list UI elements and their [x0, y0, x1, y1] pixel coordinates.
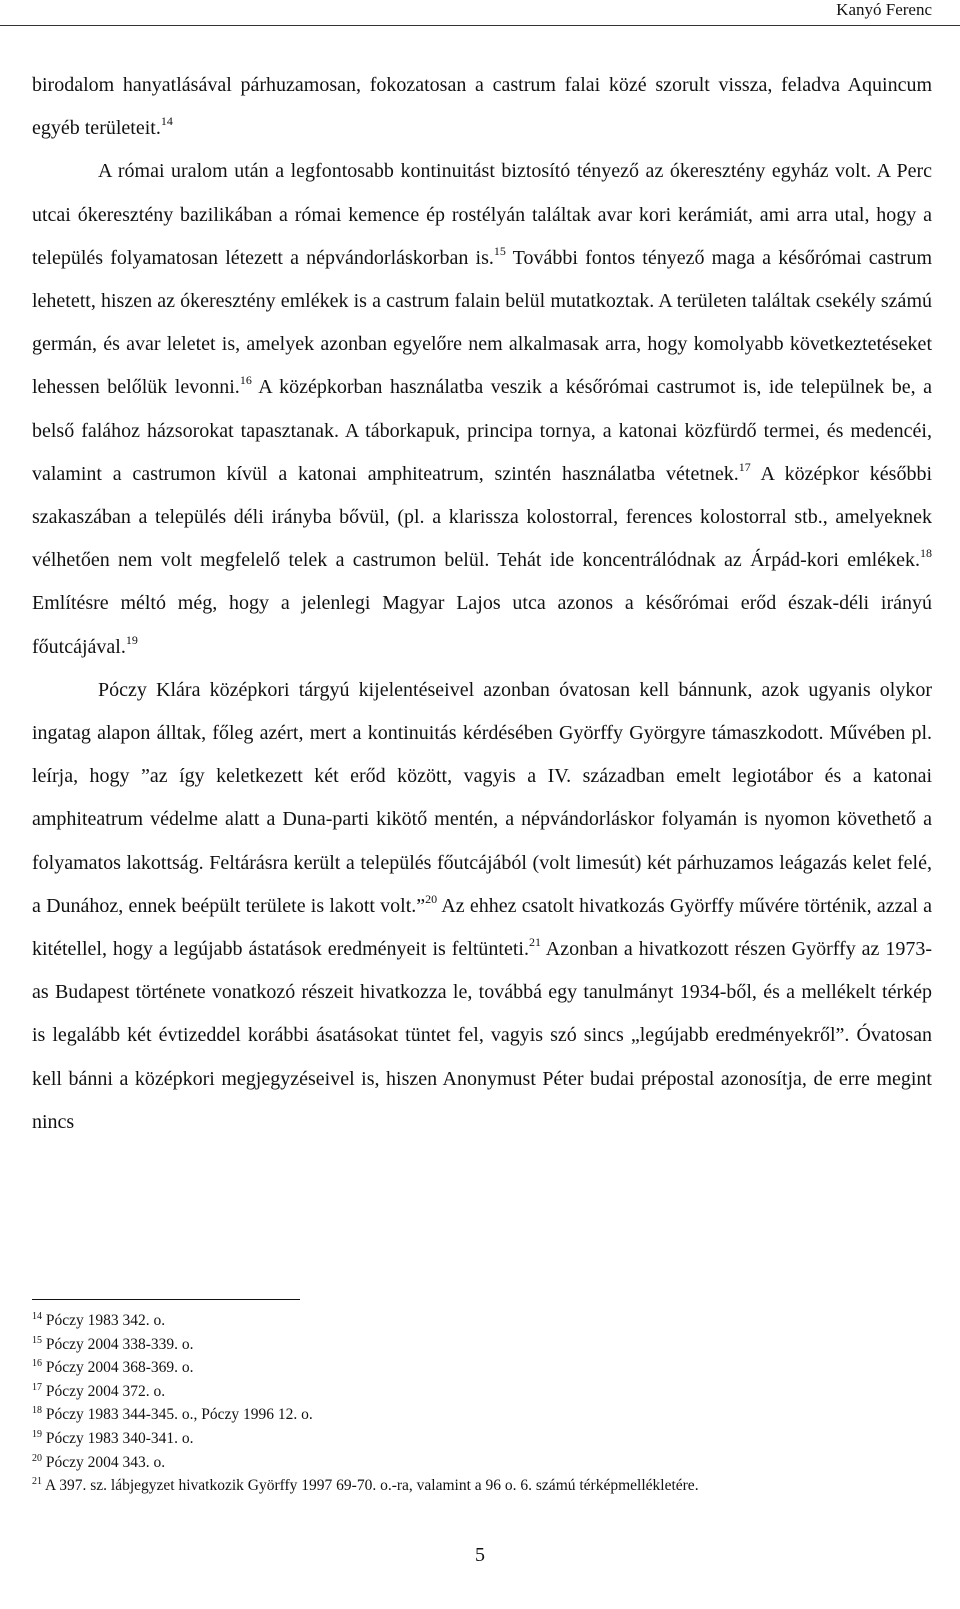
page-header	[0, 0, 960, 22]
footnote	[32, 1333, 932, 1357]
footnote	[32, 1474, 932, 1498]
footnote-ref[interactable]: 14	[160, 114, 173, 129]
footnote-text: Póczy 2004 372. o.	[45, 1382, 166, 1400]
footnote	[32, 1403, 932, 1427]
footnote-text: Póczy 2004 338-339. o.	[45, 1335, 194, 1353]
paragraph-text: Póczy Klára középkori tárgyú kijelentéseivel azonban óvatosan kell bánnunk, azok ugyanis olykor ingatag alapon álltak, főleg azért, mert a kontinuitás kérdésében Györffy Györgyre támaszkodott. Művében pl. leírja, hogy ”az így keletkezett két erőd között, vagyis a IV. században emelt legiotábor és a katonai amphiteatrum védelme alatt a Duna-parti kikötő mentén, a népvándorláskor folyamán is nyomon követhető a folyamatos lakottság. Feltárásra került a település főutcájából (volt limesút) két párhuzamos leágazás kelet felé, a Dunához, ennek beépült területe is lakott volt.”	[32, 678, 932, 917]
paragraph-text: Azonban a hivatkozott részen Györffy az 1973-as Budapest története vonatkozó részeit hivatkozza le, továbbá egy tanulmányt 1934-ből, és a mellékelt térkép is legalább két évtizeddel korábbi ásatásokat tüntet fel, vagyis szó sincs „legújabb eredményekről”. Óvatosan kell bánni a középkori megjegyzéseivel is, hiszen Anonymust Péter budai prépostal azonosítja, de erre megint nincs	[32, 938, 932, 1133]
footnote-ref[interactable]: 20	[425, 891, 438, 906]
footnote-number: 17	[32, 1381, 42, 1393]
paragraph-text: Az ehhez csatolt hivatkozás Györffy művére történik, azzal a kitétellel, hogy a legújabb ástatások eredményeit is feltünteti.	[32, 894, 932, 961]
footnote-number: 20	[32, 1452, 42, 1464]
paragraph	[32, 669, 932, 1144]
paragraph-text: A római uralom után a legfontosabb kontinuitást biztosító tényező az ókeresztény egyház volt. A Perc utcai ókeresztény bazilikában a római kemence ép rostélyán találtak avar kori kerámiát, ami arra utal, hogy a település folyamatosan létezett a népvándorláskorban is.	[32, 160, 932, 269]
page-number: 5	[475, 1544, 485, 1566]
paragraph-text: A középkorban használatba veszik a későrómai castrumot is, ide települnek be, a belső falához házsorokat tapasztanak. A táborkapuk, principa tornya, a katonai közfürdő termei, és medencéi, valamint a castrumon kívül a katonai amphiteatrum, szintén használatba vétetnek.	[32, 376, 932, 485]
footnote-ref[interactable]: 16	[239, 373, 252, 388]
footnote-number: 14	[32, 1311, 42, 1322]
footnote	[32, 1380, 932, 1404]
footnotes	[32, 1309, 932, 1498]
footnote-divider	[32, 1299, 300, 1300]
footnote-number: 21	[32, 1476, 42, 1488]
footnote	[32, 1427, 932, 1451]
paragraph-text: Említésre méltó még, hogy a jelenlegi Magyar Lajos utca azonos a későrómai erőd észak-déli irányú főutcájával.	[32, 592, 932, 658]
footnote-text: Póczy 2004 343. o.	[45, 1453, 166, 1471]
footnote-text: Póczy 1983 342. o.	[45, 1312, 166, 1329]
footnote	[32, 1356, 932, 1380]
footnote-text: A 397. sz. lábjegyzet hivatkozik Györffy 1997 69-70. o.-ra, valamint a 96 o. 6. számú térképmellékletére.	[45, 1477, 699, 1495]
header-author: Kanyó Ferenc	[836, 0, 932, 19]
paragraph	[32, 64, 932, 150]
footnote-ref[interactable]: 15	[493, 243, 506, 258]
footnote-ref[interactable]: 18	[920, 546, 932, 561]
footnote-number: 16	[32, 1358, 42, 1370]
footnote-ref[interactable]: 21	[528, 935, 541, 950]
footnote	[32, 1451, 932, 1475]
footnote-ref[interactable]: 17	[738, 459, 751, 474]
footnote-text: Póczy 1983 340-341. o.	[45, 1429, 194, 1447]
footnote-text: Póczy 1983 344-345. o., Póczy 1996 12. o.	[45, 1406, 313, 1424]
footnote-ref[interactable]: 19	[125, 632, 138, 647]
footnote-text: Póczy 2004 368-369. o.	[45, 1359, 194, 1377]
header-divider	[0, 25, 960, 26]
paragraph-text: A középkor későbbi szakaszában a település déli irányba bővül, (pl. a klarissza kolostorral, ferences kolostorral stb., amelyeknek vélhetően nem volt megfelelő telek a castrumon belül. Tehát ide koncentrálódnak az Árpád-kori emlékek.	[32, 462, 933, 572]
footnote	[32, 1309, 932, 1333]
footnote-number: 19	[32, 1428, 42, 1440]
footnote-number: 18	[32, 1405, 42, 1417]
body-text	[32, 64, 932, 1144]
paragraph	[32, 150, 932, 668]
paragraph-text: További fontos tényező maga a későrómai castrum lehetett, hiszen az ókeresztény emlékek is a castrum falain belül mutatkoztak. A területen találtak csekély számú germán, és avar leletet is, amelyek azonban egyelőre nem alkalmasak arra, hogy komolyabb következtetéseket lehessen belőlük levonni.	[32, 246, 933, 399]
footnote-number: 15	[32, 1334, 42, 1346]
paragraph-text: birodalom hanyatlásával párhuzamosan, fokozatosan a castrum falai közé szorult vissza, feladva Aquincum egyéb területeit.	[32, 74, 932, 140]
